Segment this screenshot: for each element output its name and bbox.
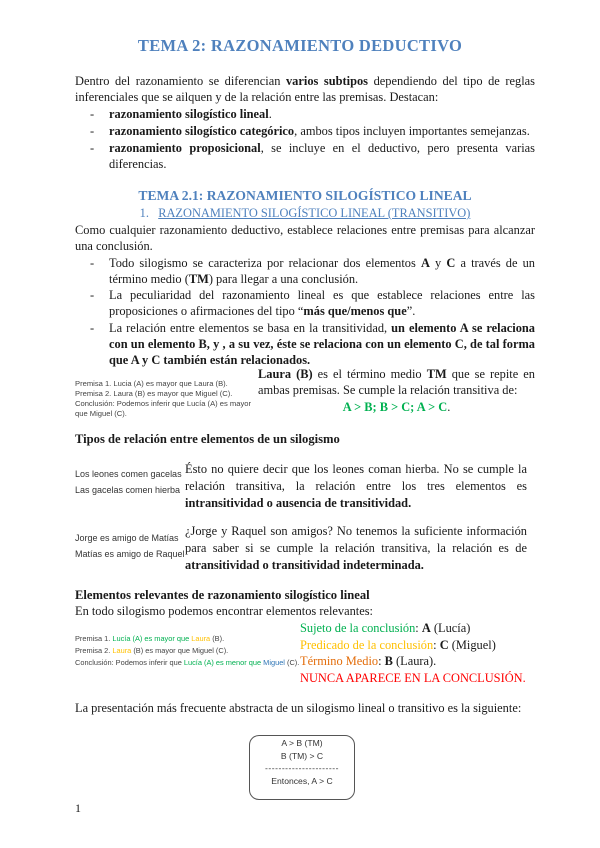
example-lions: Los leones comen gacelas Las gacelas comen hierba [75, 469, 182, 495]
page-title: TEMA 2: RAZONAMIENTO DEDUCTIVO [137, 36, 463, 55]
example-premises: Premisa 1. Lucia (A) es mayor que Laura (B). Premisa 2. Laura (B) es mayor que Miguel (C). Conclusión: Podemos inferir que Lucía (A) es mayor que Miguel (C). [75, 379, 252, 418]
legend-sujeto: Sujeto de la conclusión: A (Lucía) [300, 621, 471, 635]
list-item: - Todo silogismo se caracteriza por relacionar dos elementos A y C a través de un término medio (TM) para llegar a una conclusión. [90, 256, 535, 286]
elements-intro: En todo silogismo podemos encontrar elementos relevantes: [75, 604, 373, 618]
transitive-formula: A > B; B > C; A > C. [342, 400, 451, 414]
intransitivity-paragraph: Ésto no quiere decir que los leones coman hierba. No se cumple la relación transitiva, la relación entre los tres elementos es intransitividad o ausencia de transitividad. [185, 462, 527, 510]
intro-paragraph: Dentro del razonamiento se diferencian varios subtipos dependiendo del tipo de reglas inferenciales que se ailquen y de la relación entre las premisas. Destacan: [75, 74, 535, 104]
list-item: - La peculiaridad del razonamiento lineal es que establece relaciones entre las proposiciones o afirmaciones del tipo “más que/menos que”. [90, 288, 535, 318]
abstract-syllogism-box: A > B (TM) B (TM) > C ---------------------- Entonces, A > C [249, 735, 355, 800]
example-friends: Jorge es amigo de Matías Matías es amigo de Raquel [75, 533, 185, 559]
abstract-paragraph: La presentación más frecuente abstracta de un silogismo lineal o transitivo es la siguiente: [75, 701, 522, 715]
term-medio-note: Laura (B) es el término medio TM que se repite en ambas premisas. Se cumple la relación transitiva de: [258, 367, 535, 397]
list-item: - razonamiento silogístico categórico, ambos tipos incluyen importantes semejanzas. [90, 124, 530, 138]
legend-predicado: Predicado de la conclusión: C (Miguel) [300, 637, 496, 652]
elements-legend [300, 620, 540, 686]
colored-example: Premisa 1. Lucía (A) es mayor que Laura (B). Premisa 2. Laura (B) es mayor que Miguel (C). Conclusión: Podemos inferir que Lucía (A) es menor que Miguel (C). [75, 634, 300, 667]
list-item: - La relación entre elementos se basa en la transitividad, un elemento A se relaciona con un elemento B, y , a su vez, éste se relaciona con un elemento C, de tal forma que A y C también están relacionados. [90, 321, 536, 367]
section-title: TEMA 2.1: RAZONAMIENTO SILOGÍSTICO LINEAL [138, 188, 472, 203]
section-subtitle: 1. RAZONAMIENTO SILOGÍSTICO LINEAL (TRANSITIVO) [139, 206, 471, 220]
page-number: 1 [75, 801, 81, 815]
list-item: - razonamiento proposicional, se incluye en el deductivo, pero presenta varias diferencias. [90, 141, 535, 171]
section-paragraph: Como cualquier razonamiento deductivo, establece relaciones entre premisas para alcanzar una conclusión. [75, 223, 535, 253]
legend-warning: NUNCA APARECE EN LA CONCLUSIÓN. [300, 670, 526, 685]
relations-heading: Tipos de relación entre elementos de un silogismo [75, 432, 340, 446]
atransitivity-paragraph: ¿Jorge y Raquel son amigos? No tenemos la suficiente información para saber si se cumple la relación transitiva, la relación es de atransitividad o transitividad indeterminada. [185, 524, 527, 572]
legend-termino-medio: Término Medio: B (Laura). [300, 654, 437, 668]
elements-heading: Elementos relevantes de razonamiento silogístico lineal [75, 588, 370, 602]
list-item: - razonamiento silogístico lineal. [90, 107, 272, 121]
